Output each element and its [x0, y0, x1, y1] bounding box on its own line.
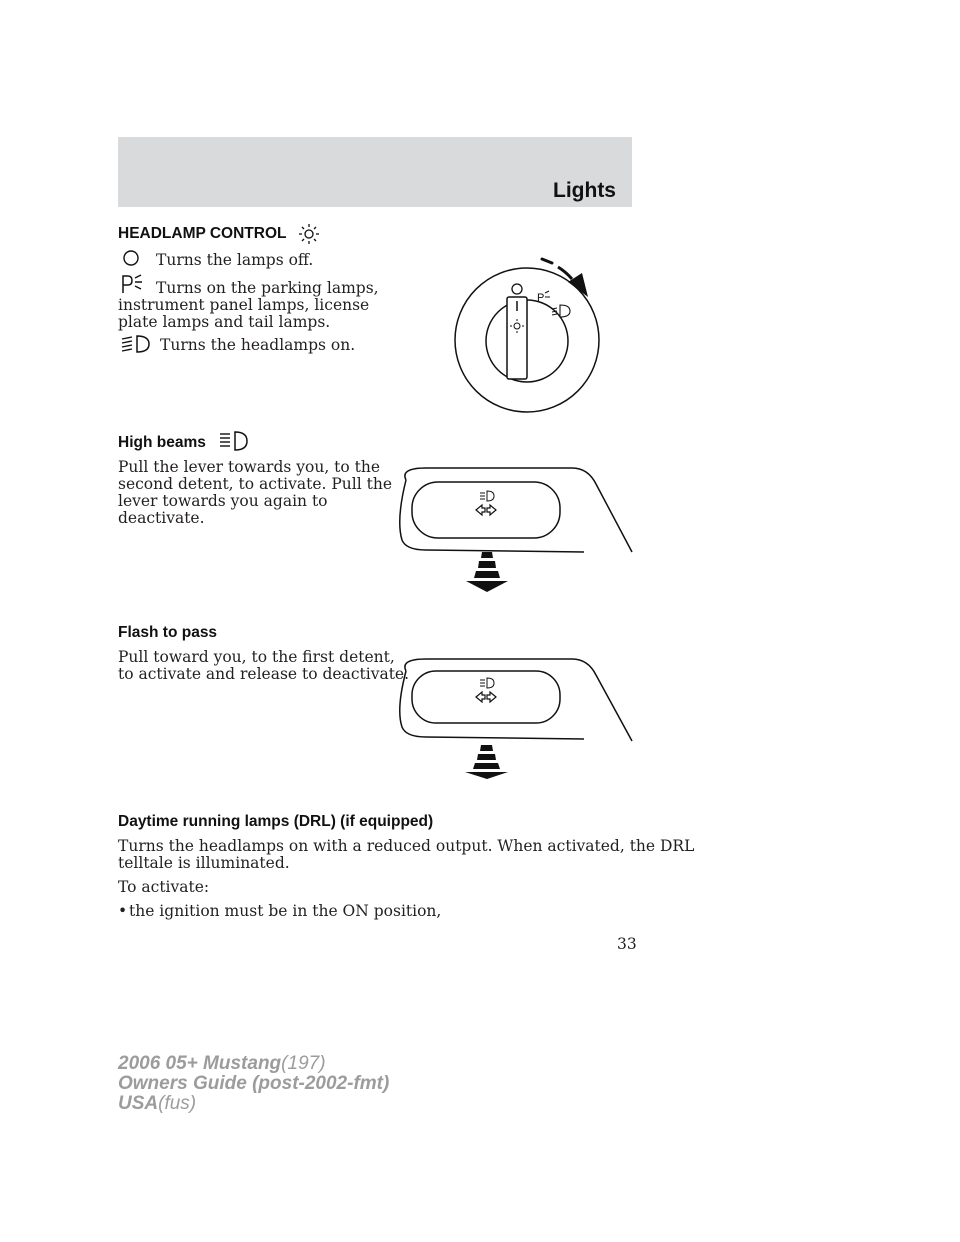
drl-bullet-1: the ignition must be in the ON position,	[129, 902, 442, 920]
bullet-dot: •	[118, 902, 128, 920]
low-beam-icon	[120, 334, 152, 354]
footer-line-3	[118, 1094, 196, 1114]
switch-parking-label: P	[537, 292, 545, 304]
high-beam-icon	[218, 430, 250, 452]
high-beams-text-3: lever towards you again to	[118, 492, 328, 510]
section-header	[118, 137, 632, 207]
lamps-off-text: Turns the lamps off.	[156, 251, 314, 269]
drl-text-1: Turns the headlamps on with a reduced output. When activated, the DRL	[118, 837, 695, 855]
flash-to-pass-text-2: to activate and release to deactivate.	[118, 665, 410, 683]
flash-to-pass-heading: Flash to pass	[118, 624, 218, 641]
footer-market-code: (fus)	[158, 1093, 197, 1114]
parking-lamps-text-3: plate lamps and tail lamps.	[118, 313, 331, 331]
footer-line-1	[118, 1054, 326, 1074]
high-beams-text-4: deactivate.	[118, 509, 205, 527]
rotate-arrow-icon	[538, 255, 598, 301]
section-title: Lights	[553, 179, 616, 202]
flash-to-pass-text-1: Pull toward you, to the first detent,	[118, 648, 395, 666]
page-number: 33	[617, 935, 637, 953]
footer-market: USA	[118, 1093, 159, 1114]
high-beams-text-1: Pull the lever towards you, to the	[118, 458, 381, 476]
parking-lamps-icon	[120, 273, 144, 295]
parking-lamps-text-1: Turns on the parking lamps,	[156, 279, 379, 297]
headlamps-on-text: Turns the headlamps on.	[160, 336, 356, 354]
high-beams-text-2: second detent, to activate. Pull the	[118, 475, 393, 493]
high-beam-lever-figure	[396, 460, 636, 600]
headlamp-sun-icon	[298, 223, 320, 245]
drl-to-activate: To activate:	[118, 878, 210, 896]
lamps-off-icon	[122, 249, 140, 267]
high-beams-heading	[118, 434, 206, 452]
headlamp-control-title: HEADLAMP CONTROL	[118, 225, 287, 242]
headlamp-control-heading	[118, 225, 287, 243]
parking-lamps-text-2: instrument panel lamps, license	[118, 296, 370, 314]
footer-model-code: (197)	[281, 1053, 326, 1074]
footer-guide: Owners Guide (post-2002-fmt)	[118, 1073, 390, 1094]
footer-line-2	[118, 1074, 389, 1094]
drl-text-2: telltale is illuminated.	[118, 854, 290, 872]
flash-to-pass-lever-figure	[396, 653, 636, 783]
high-beams-title: High beams	[118, 434, 206, 451]
footer-model: 2006 05+ Mustang	[118, 1053, 282, 1074]
drl-heading: Daytime running lamps (DRL) (if equipped)	[118, 813, 434, 830]
